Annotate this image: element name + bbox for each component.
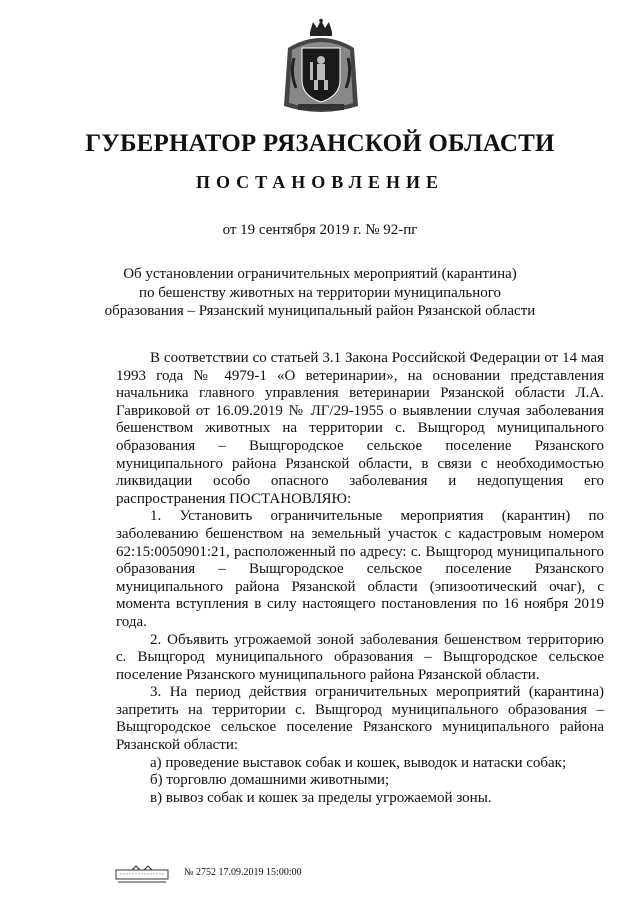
subject-line: Об установлении ограничительных мероприятий (карантина) (123, 266, 517, 282)
preamble-paragraph: В соответствии со статьей 3.1 Закона Российской Федерации от 14 мая 1993 года № 4979-1 «О ветеринарии», на основании представления начальника главного управления ветеринарии Рязанской области Л.А. Гавриковой от 16.09.2019 № ЛГ/29-1955 о выявлении случая заболевания бешенством животных на территории с. Выщгород муниципального образования – Выщгородское сельское поселение Рязанского муниципального района Рязанской области, в связи с необходимостью ликвидации особо опасного заболевания и недопущения его распространения ПОСТАНОВЛЯЮ: (116, 350, 604, 507)
item-3-paragraph: 3. На период действия ограничительных мероприятий (карантина) запретить на территории с. Выщгород муниципального образования – Выщгородское сельское поселение Рязанского муниципального района Рязанской области: (116, 684, 604, 754)
item-3a-paragraph: а) проведение выставок собак и кошек, выводок и натаски собак; (150, 754, 567, 771)
document-type: ПОСТАНОВЛЕНИЕ (195, 172, 445, 192)
document-date-number: от 19 сентября 2019 г. № 92-пг (222, 222, 418, 238)
item-2-paragraph: 2. Объявить угрожаемой зоной заболевания бешенством территорию с. Выщгород муниципального образования – Выщгородское сельское поселение Рязанского муниципального района Рязанской области. (116, 631, 604, 683)
document-body (116, 350, 604, 807)
registration-footer (112, 864, 412, 886)
item-3b-paragraph: б) торговлю домашними животными; (150, 772, 390, 789)
item-1-paragraph: 1. Установить ограничительные мероприятия (карантин) по заболеванию бешенством на земельный участок с кадастровым номером 62:15:0050901:21, расположенный по адресу: с. Выщгород муниципального образования – Выщгородское сельское поселение Рязанского муниципального района Рязанской области (эпизоотический очаг), с момента вступления в силу настоящего постановления по 16 ноября 2019 года. (116, 508, 604, 630)
registration-number: № 2752 17.09.2019 15:00:00 (184, 867, 302, 878)
item-3c-paragraph: в) вывоз собак и кошек за пределы угрожаемой зоны. (150, 789, 492, 806)
coat-of-arms-emblem (280, 18, 362, 118)
document-subject (100, 265, 540, 321)
subject-line: образования – Рязанский муниципальный район Рязанской области (104, 303, 536, 319)
registry-stamp-icon (112, 864, 172, 884)
issuer-title: ГУБЕРНАТОР РЯЗАНСКОЙ ОБЛАСТИ (85, 130, 555, 157)
subject-line: по бешенству животных на территории муниципального (138, 284, 502, 301)
